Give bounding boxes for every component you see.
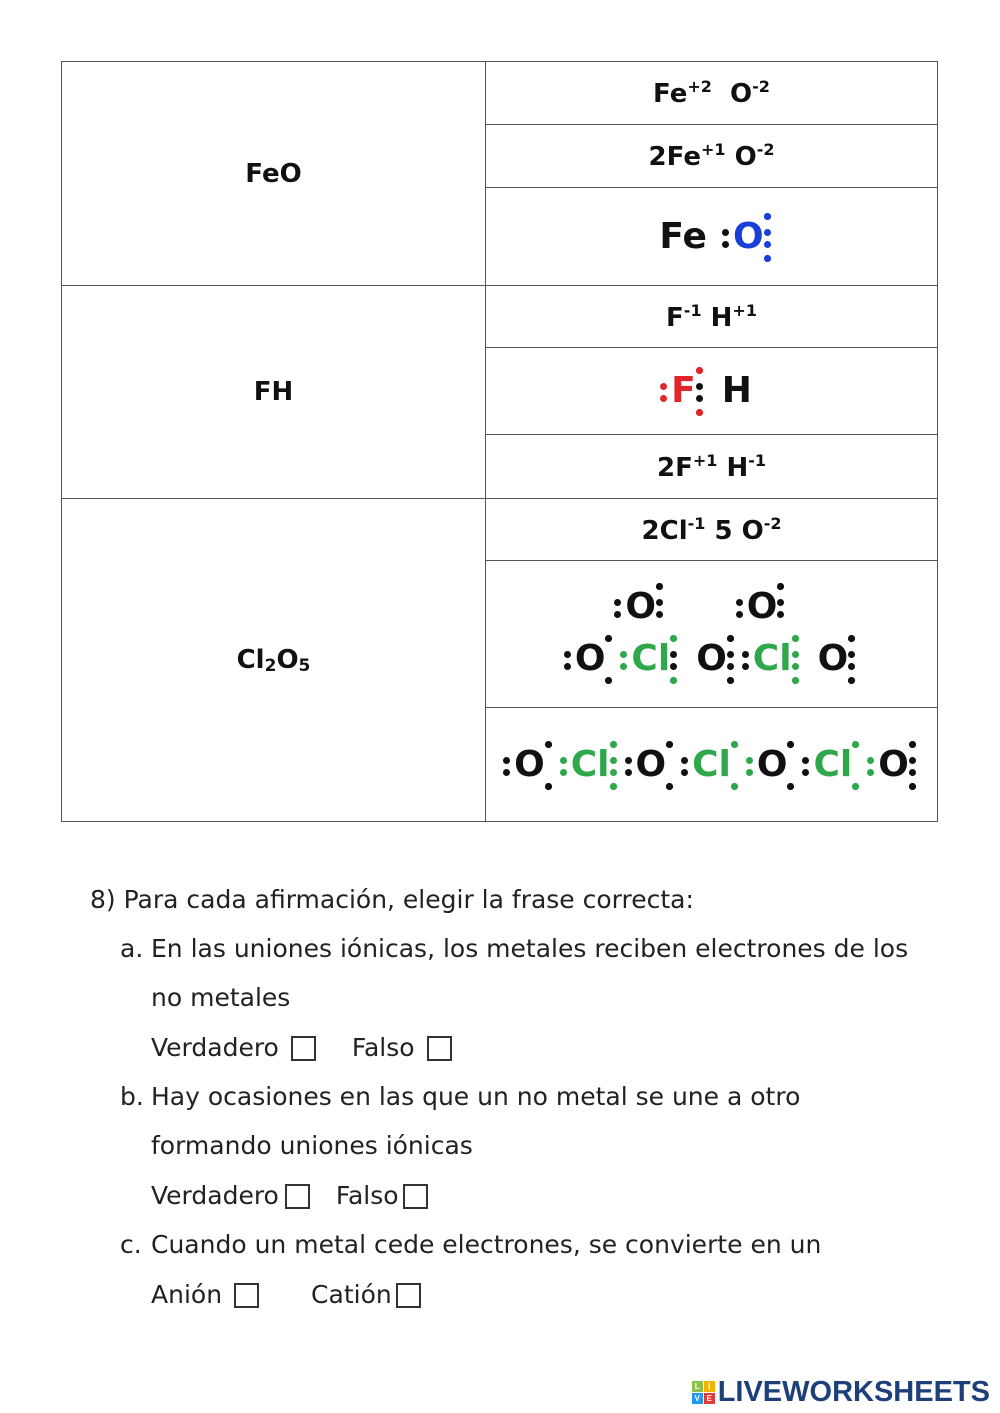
electron-dot: [670, 677, 677, 684]
electron-dot: [605, 635, 612, 642]
option-label: Falso: [335, 1181, 399, 1210]
statement-c: Cuando un metal cede electrones, se convierte en un: [151, 1230, 822, 1259]
electron-dot: [736, 611, 743, 618]
electron-dot: [696, 395, 703, 402]
electron-dot: [610, 757, 617, 764]
electron-dot: [867, 757, 874, 764]
atom-f: [658, 371, 709, 411]
option-cell[interactable]: [486, 286, 938, 348]
ion: O: [734, 142, 757, 172]
electron-dot: [742, 651, 749, 658]
option-cell[interactable]: [486, 188, 938, 286]
charge: +1: [700, 140, 726, 159]
electron-dot: [909, 757, 916, 764]
electron-dot: [848, 663, 855, 670]
atom-o: [734, 587, 791, 627]
electron-dot: [620, 651, 627, 658]
atom-cl: [800, 745, 865, 785]
electron-dot: [503, 769, 510, 776]
electron-dot: [727, 663, 734, 670]
ion: F: [666, 302, 684, 333]
electron-dot: [787, 783, 794, 790]
electron-dot: [696, 367, 703, 374]
electron-dot: [696, 383, 703, 390]
ion: 5 O: [714, 515, 764, 546]
electron-dot: [867, 769, 874, 776]
electron-dot: [666, 741, 673, 748]
electron-dot: [731, 783, 738, 790]
electron-dot: [681, 757, 688, 764]
electron-dot: [560, 769, 567, 776]
electron-dot: [625, 769, 632, 776]
electron-dot: [777, 599, 784, 606]
option-label: Verdadero: [151, 1033, 279, 1062]
electron-dot: [852, 783, 859, 790]
options-b: [151, 1181, 428, 1210]
electron-dot: [792, 635, 799, 642]
electron-dot: [742, 663, 749, 670]
electron-dot: [731, 741, 738, 748]
electron-dot: [610, 769, 617, 776]
atom-o: [744, 745, 801, 785]
item-marker: c.: [120, 1230, 142, 1259]
electron-dot: [564, 651, 571, 658]
charge: +2: [687, 77, 712, 96]
electron-dot: [746, 757, 753, 764]
electron-dot: [909, 769, 916, 776]
lewis-structure-cl2o5-b: [501, 745, 922, 785]
electron-dot: [660, 395, 667, 402]
option-cell[interactable]: [486, 125, 938, 188]
subscript: 2: [264, 655, 277, 676]
atom-symbol: O: [732, 215, 764, 257]
electron-dot: [792, 677, 799, 684]
question-title: 8) Para cada afirmación, elegir la frase correcta:: [90, 885, 694, 914]
electron-dot: [777, 611, 784, 618]
option-label: Verdadero: [151, 1181, 279, 1210]
lewis-structure-cl2o5-a: [562, 586, 861, 679]
electron-dot: [610, 783, 617, 790]
atom-symbol: O: [625, 586, 657, 627]
atom-symbol: O: [514, 743, 545, 785]
electron-dot: [746, 769, 753, 776]
electron-dot: [560, 757, 567, 764]
atom-symbol: O: [696, 638, 727, 679]
electron-dot: [670, 651, 677, 658]
charge: +1: [692, 450, 718, 470]
electron-dot: [802, 757, 809, 764]
electron-dot: [909, 741, 916, 748]
element: O: [276, 644, 299, 675]
atom-symbol: Cl: [692, 743, 731, 785]
electron-dot: [722, 229, 729, 236]
charge: +1: [732, 300, 757, 320]
compound-label: FeO: [245, 158, 302, 189]
electron-dot: [656, 583, 663, 590]
atom-o: [720, 217, 777, 257]
electron-dot: [610, 741, 617, 748]
atom-symbol: Cl: [752, 638, 792, 679]
electron-dot: [670, 635, 677, 642]
atom-symbol: O: [817, 638, 849, 679]
charge: -2: [756, 140, 775, 159]
atom-symbol: O: [746, 586, 778, 627]
charge: -1: [687, 513, 706, 533]
option-cell[interactable]: [486, 499, 938, 561]
statement-a-cont: no metales: [151, 983, 291, 1012]
charge: -1: [748, 450, 766, 470]
electron-dot: [792, 663, 799, 670]
electron-dot: [792, 651, 799, 658]
atom-o: [612, 587, 669, 627]
charge: -2: [752, 77, 770, 96]
electron-dot: [545, 741, 552, 748]
logo-letter: L: [692, 1381, 703, 1392]
compound-feo: [62, 62, 486, 286]
ion: 2Fe: [648, 142, 701, 172]
statement-b: Hay ocasiones en las que un no metal se une a otro: [151, 1082, 801, 1111]
atom-symbol: Cl: [570, 743, 610, 785]
atom-o: [562, 639, 619, 679]
electron-dot: [764, 213, 771, 220]
option-label: Falso: [351, 1033, 415, 1062]
electron-dot: [727, 635, 734, 642]
electron-dot: [670, 663, 677, 670]
lewis-structure-feo: [646, 217, 776, 257]
atom-cl: [558, 745, 623, 785]
item-marker: a.: [120, 934, 144, 963]
subscript: 5: [298, 655, 311, 676]
electron-dot: [625, 757, 632, 764]
checkbox-verdadero-a[interactable]: [291, 1036, 316, 1061]
electron-dot: [656, 599, 663, 606]
liveworksheets-logo: [692, 1376, 990, 1409]
electron-dot: [614, 611, 621, 618]
electron-dot: [764, 241, 771, 248]
electron-dot: [909, 783, 916, 790]
ion: H: [726, 452, 749, 483]
electron-dot: [620, 663, 627, 670]
logo-letter: I: [704, 1381, 715, 1392]
electron-dot: [777, 583, 784, 590]
checkbox-verdadero-b[interactable]: [285, 1184, 310, 1209]
electron-dot: [614, 599, 621, 606]
checkbox-falso-a[interactable]: [427, 1036, 452, 1061]
electron-dot: [764, 255, 771, 262]
electron-dot: [660, 383, 667, 390]
electron-dot: [848, 651, 855, 658]
electron-dot: [656, 611, 663, 618]
electron-dot: [605, 677, 612, 684]
compound-fh: [62, 286, 486, 499]
atom-symbol: Cl: [631, 638, 671, 679]
atom-symbol: O: [756, 743, 788, 785]
option-label: Catión: [311, 1280, 392, 1309]
atom-symbol: H: [721, 370, 752, 411]
electron-dot: [666, 783, 673, 790]
atom-symbol: Fe: [659, 215, 707, 257]
options-a: [151, 1033, 452, 1062]
electron-dot: [564, 663, 571, 670]
electron-dot: [848, 677, 855, 684]
compound-label: FH: [253, 377, 294, 407]
atom-symbol: Cl: [813, 743, 853, 785]
atom-o: [805, 639, 862, 679]
atom-symbol: O: [635, 743, 667, 785]
electron-dot: [545, 783, 552, 790]
electron-dot: [764, 229, 771, 236]
atom-o: [683, 639, 740, 679]
options-c: [151, 1280, 421, 1309]
ion: O: [730, 79, 753, 109]
compound-cl2o5: [62, 499, 486, 822]
ion: Fe: [653, 79, 688, 109]
electron-dot: [696, 409, 703, 416]
option-cell[interactable]: [486, 62, 938, 125]
logo-icon: [692, 1381, 715, 1404]
ion: 2Cl: [641, 515, 688, 546]
logo-text: LIVEWORKSHEETS: [717, 1376, 990, 1408]
atom-symbol: O: [574, 638, 606, 679]
option-cell[interactable]: [486, 435, 938, 499]
atom-symbol: F: [671, 370, 696, 411]
electron-dot: [722, 241, 729, 248]
electron-dot: [736, 599, 743, 606]
ion: H: [710, 302, 733, 333]
electron-dot: [727, 677, 734, 684]
checkbox-falso-b[interactable]: [403, 1184, 428, 1209]
statement-b-cont: formando uniones iónicas: [151, 1131, 473, 1160]
charge: -2: [763, 513, 782, 533]
answer-table: [61, 61, 938, 822]
option-label: Anión: [151, 1280, 223, 1309]
atom-h: [709, 371, 765, 411]
option-cell[interactable]: [486, 561, 938, 708]
atom-symbol: O: [878, 743, 909, 785]
electron-dot: [787, 741, 794, 748]
atom-o: [501, 745, 558, 785]
atom-cl: [618, 586, 683, 679]
option-cell[interactable]: [486, 348, 938, 435]
electron-dot: [727, 651, 734, 658]
electron-dot: [802, 769, 809, 776]
item-marker: b.: [120, 1082, 144, 1111]
lewis-structure-fh: [658, 371, 765, 411]
charge: -1: [683, 300, 702, 320]
electron-dot: [848, 635, 855, 642]
electron-dot: [681, 769, 688, 776]
checkbox-anion[interactable]: [234, 1283, 259, 1308]
element: Cl: [236, 644, 265, 675]
electron-dot: [503, 757, 510, 764]
atom-cl: [740, 586, 805, 679]
atom-fe: [646, 217, 720, 257]
atom-o: [623, 745, 680, 785]
atom-o: [865, 745, 922, 785]
statement-a: En las uniones iónicas, los metales reciben electrones de los: [151, 934, 909, 963]
electron-dot: [852, 741, 859, 748]
checkbox-cation[interactable]: [396, 1283, 421, 1308]
logo-letter: V: [692, 1393, 703, 1404]
atom-cl: [679, 745, 744, 785]
logo-letter: E: [704, 1393, 715, 1404]
option-cell[interactable]: [486, 708, 938, 822]
ion: 2F: [656, 452, 693, 483]
